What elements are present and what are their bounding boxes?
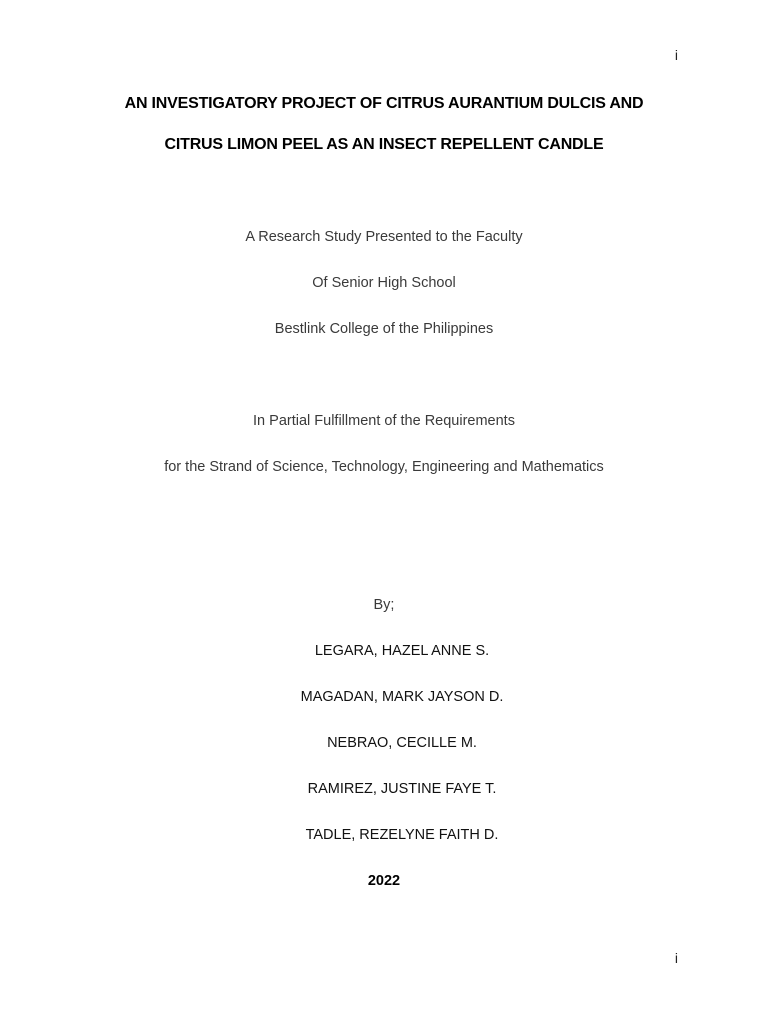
author-4: RAMIREZ, JUSTINE FAYE T. bbox=[307, 781, 497, 797]
presentation-line-2: Of Senior High School bbox=[312, 275, 456, 291]
by-label: By; bbox=[373, 597, 395, 613]
title-line-2: CITRUS LIMON PEEL AS AN INSECT REPELLENT CANDLE bbox=[164, 136, 604, 153]
page-number-bottom: i bbox=[674, 950, 678, 966]
presentation-line-1: A Research Study Presented to the Faculty bbox=[245, 229, 523, 245]
author-5: TADLE, REZELYNE FAITH D. bbox=[305, 827, 499, 843]
author-1: LEGARA, HAZEL ANNE S. bbox=[314, 643, 490, 659]
year: 2022 bbox=[367, 873, 401, 889]
title-line-1: AN INVESTIGATORY PROJECT OF CITRUS AURANTIUM DULCIS AND bbox=[124, 95, 644, 112]
fulfillment-line-2: for the Strand of Science, Technology, Engineering and Mathematics bbox=[164, 459, 604, 475]
presentation-line-3: Bestlink College of the Philippines bbox=[274, 321, 494, 337]
fulfillment-line-1: In Partial Fulfillment of the Requirements bbox=[253, 413, 515, 429]
author-2: MAGADAN, MARK JAYSON D. bbox=[300, 689, 504, 705]
author-3: NEBRAO, CECILLE M. bbox=[327, 735, 477, 751]
page-number-top: i bbox=[674, 47, 678, 63]
